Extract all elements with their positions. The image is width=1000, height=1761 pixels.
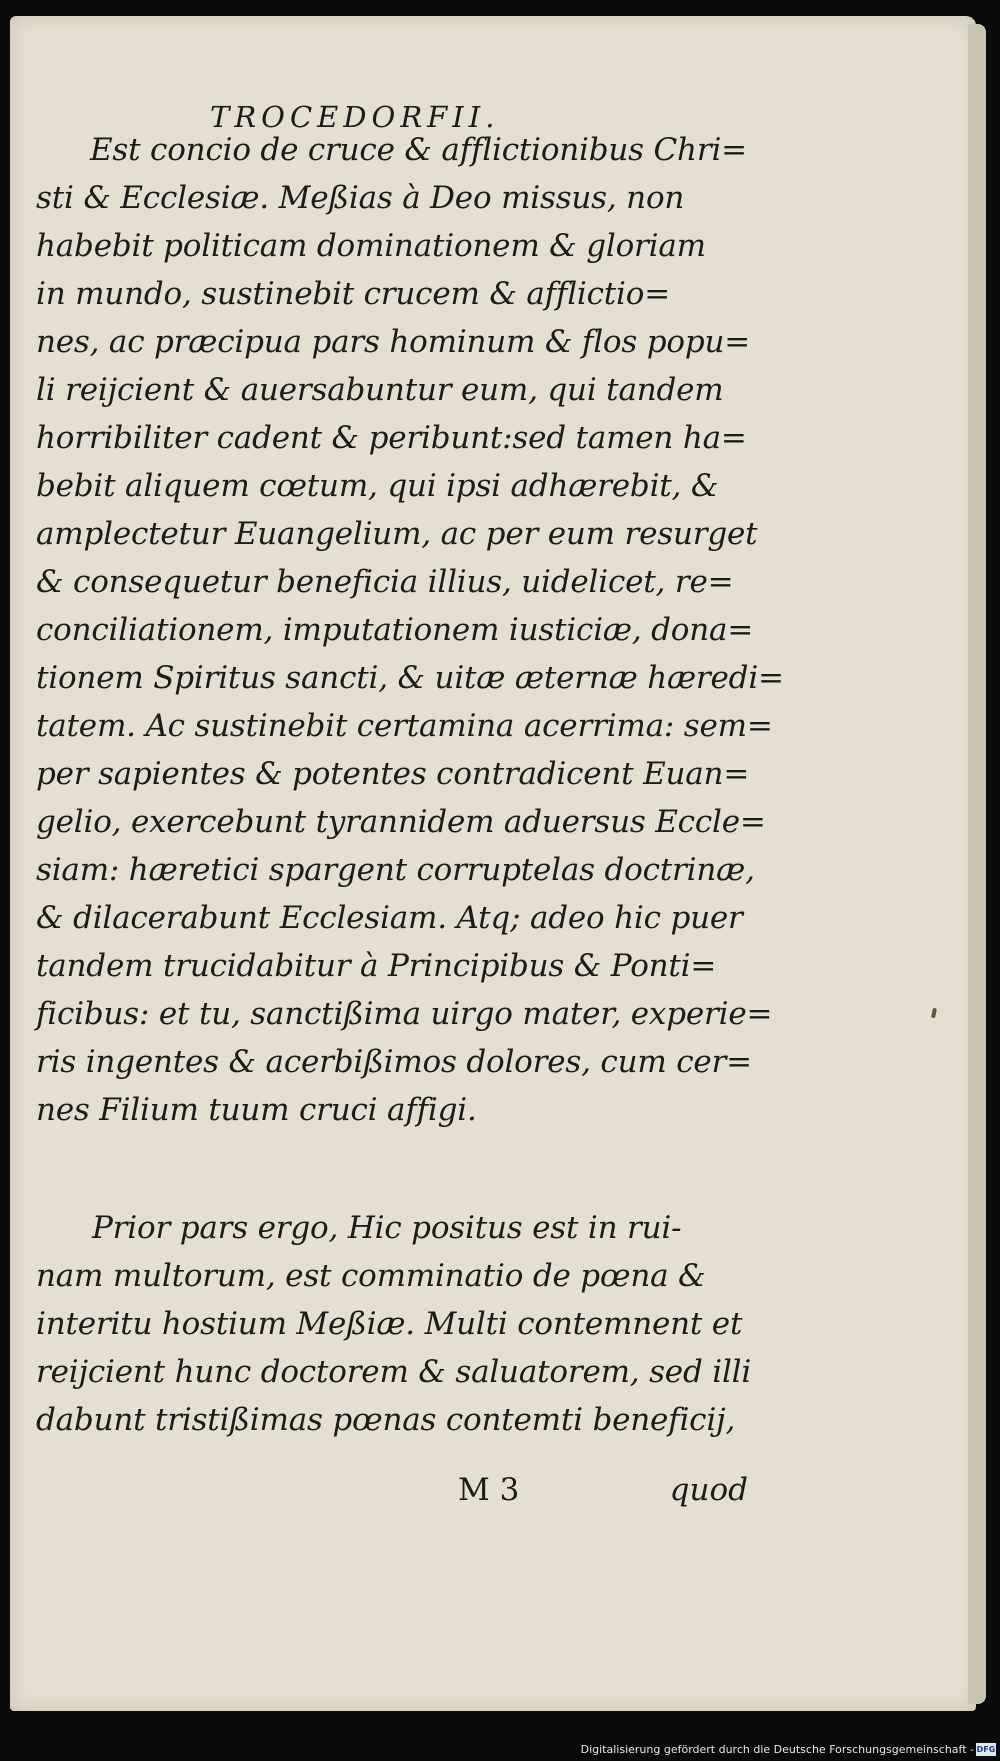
footer-bar	[0, 1740, 1000, 1761]
running-head: TROCEDORFII.	[210, 100, 500, 134]
text-line: tionem Spiritus sancti, & uitæ æternæ hæredi=	[36, 660, 784, 696]
text-line: reijcient hunc doctorem & saluatorem, sed illi	[36, 1354, 752, 1390]
text-line: ris ingentes & acerbißimos dolores, cum cer=	[36, 1044, 752, 1080]
text-line: interitu hostium Meßiæ. Multi contemnent et	[36, 1306, 743, 1342]
text-line: ficibus: et tu, sanctißima uirgo mater, experie=	[36, 996, 773, 1032]
text-line: Prior pars ergo, Hic positus est in rui-	[92, 1210, 682, 1246]
text-line: dabunt tristißimas pœnas contemti beneficij,	[36, 1402, 736, 1438]
text-line: tandem trucidabitur à Principibus & Ponti=	[36, 948, 717, 984]
text-line: & consequetur beneficia illius, uidelicet, re=	[36, 564, 734, 600]
text-line: tatem. Ac sustinebit certamina acerrima: sem=	[36, 708, 773, 744]
text-line: conciliationem, imputationem iusticiæ, dona=	[36, 612, 754, 648]
text-line: nam multorum, est comminatio de pœna &	[36, 1258, 706, 1294]
text-line: sti & Ecclesiæ. Meßias à Deo missus, non	[36, 180, 685, 216]
text-line: horribiliter cadent & peribunt:sed tamen ha=	[36, 420, 747, 456]
text-line: siam: hæretici spargent corruptelas doctrinæ,	[36, 852, 755, 888]
text-line: & dilacerabunt Ecclesiam. Atq; adeo hic puer	[36, 900, 743, 936]
text-line: nes, ac præcipua pars hominum & flos popu=	[36, 324, 751, 360]
text-line: gelio, exercebunt tyrannidem aduersus Eccle=	[36, 804, 766, 840]
catchword: quod	[669, 1472, 748, 1508]
dfg-logo-icon: DFG	[976, 1745, 996, 1754]
footer-credit: Digitalisierung gefördert durch die Deutsche Forschungsgemeinschaft -	[580, 1743, 974, 1756]
text-line: bebit aliquem cœtum, qui ipsi adhærebit, &	[36, 468, 719, 504]
text-line: amplectetur Euangelium, ac per eum resurget	[36, 516, 758, 552]
signature-mark: M 3	[458, 1472, 520, 1508]
text-line: in mundo, sustinebit crucem & afflictio=	[36, 276, 670, 312]
text-line: per sapientes & potentes contradicent Euan=	[36, 756, 750, 792]
text-line: li reijcient & auersabuntur eum, qui tandem	[36, 372, 724, 408]
text-line: habebit politicam dominationem & gloriam	[36, 228, 706, 264]
text-line: Est concio de cruce & afflictionibus Chri=	[90, 132, 747, 168]
text-line: nes Filium tuum cruci affigi.	[36, 1092, 477, 1128]
page-edge	[968, 24, 986, 1704]
